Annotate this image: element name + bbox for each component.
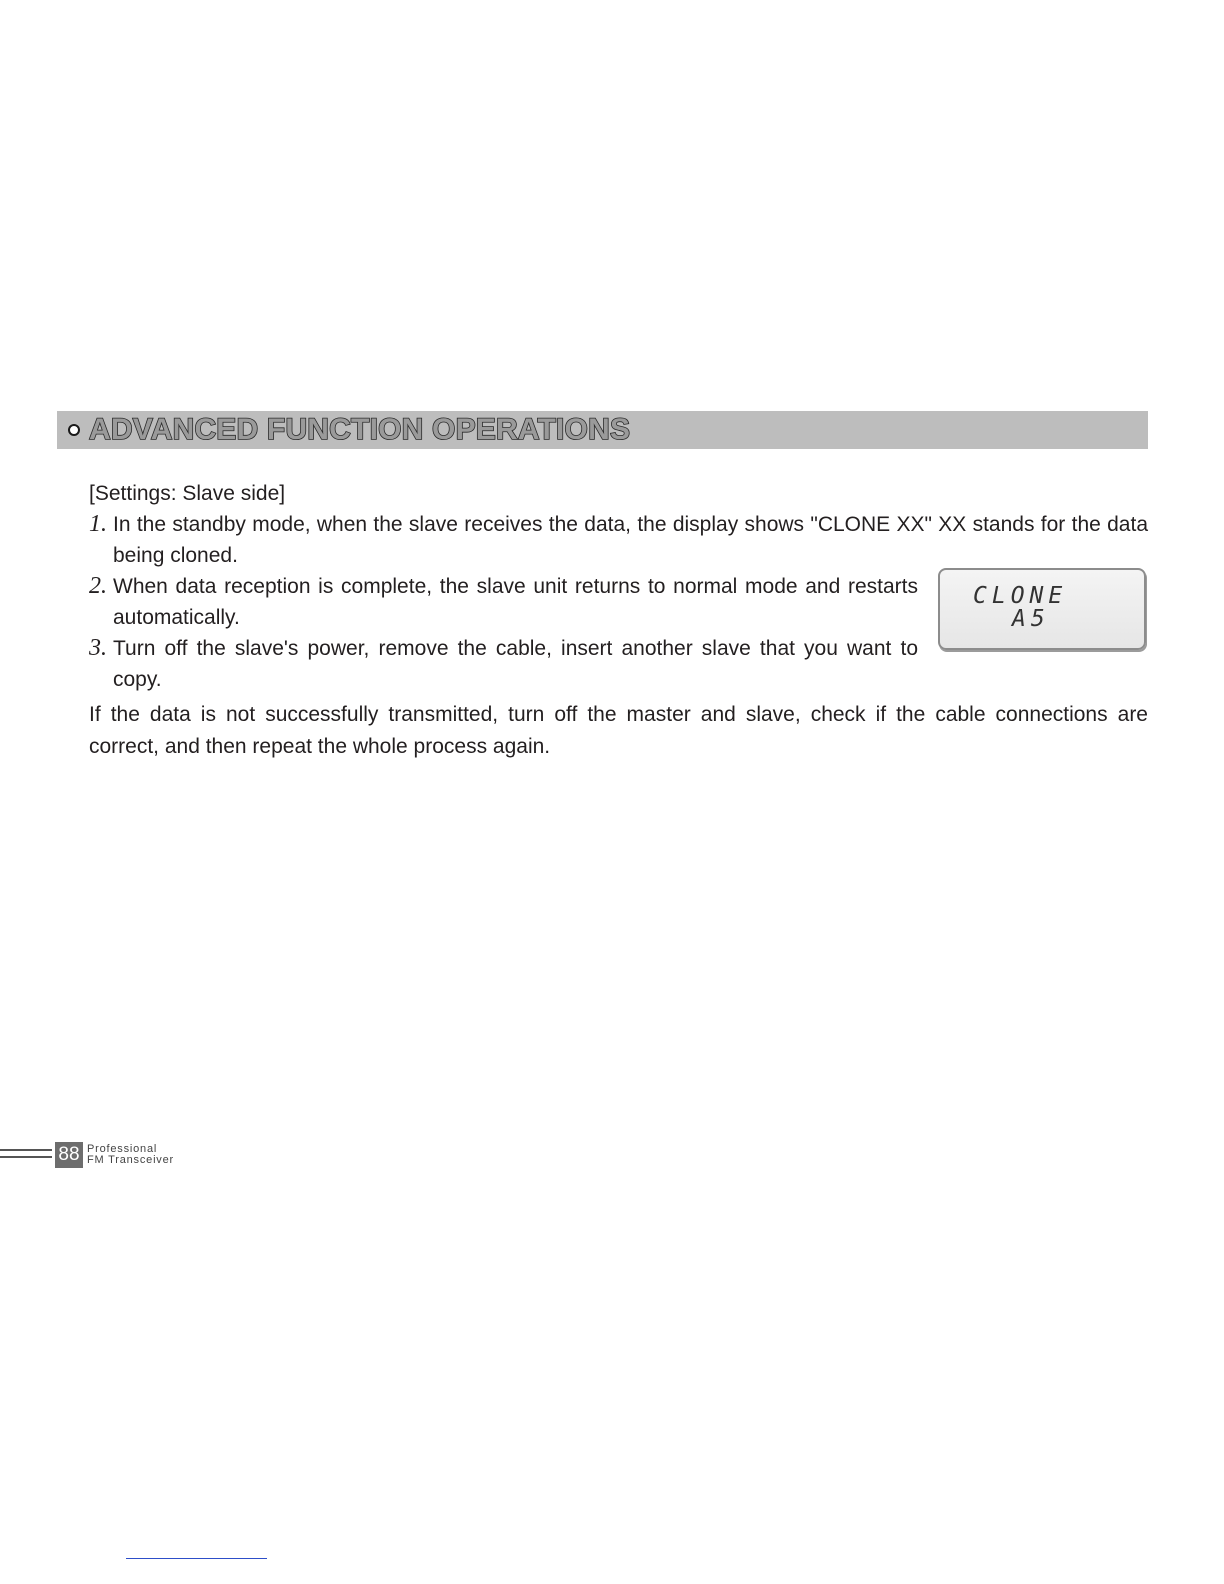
step-number: 2. xyxy=(89,573,107,599)
footer-rule xyxy=(0,1149,52,1159)
note-paragraph: If the data is not successfully transmitted, turn off the master and slave, check if the cable connections are correct, and then repeat the whole process again. xyxy=(89,703,1148,758)
footer-brand xyxy=(87,1144,174,1166)
step-number: 1. xyxy=(89,511,107,537)
step-item xyxy=(89,571,918,633)
step-text: When data reception is complete, the slave unit returns to normal mode and restarts automatically. xyxy=(113,575,918,629)
bottom-divider xyxy=(126,1558,267,1559)
step-number: 3. xyxy=(89,635,107,661)
section-header-bar xyxy=(57,411,1148,449)
footer-brand-line2: FM Transceiver xyxy=(87,1154,174,1166)
footer-rule-line xyxy=(0,1149,52,1151)
step-text: In the standby mode, when the slave receives the data, the display shows "CLONE XX" XX stands for the data being cloned. xyxy=(113,513,1148,567)
circle-bullet-icon xyxy=(68,424,80,436)
step-item xyxy=(89,509,1148,571)
section-title: ADVANCED FUNCTION OPERATIONS xyxy=(89,413,631,446)
lcd-line-1: CLONE xyxy=(973,583,1068,609)
lcd-display-illustration xyxy=(938,568,1146,650)
step-item xyxy=(89,633,918,695)
settings-label: [Settings: Slave side] xyxy=(89,482,286,505)
step-text: Turn off the slave's power, remove the cable, insert another slave that you want to copy. xyxy=(113,637,918,691)
lcd-line-2: A5 xyxy=(1012,606,1050,632)
page-number: 88 xyxy=(55,1142,83,1168)
footer-rule-line xyxy=(0,1156,52,1158)
footer-brand-line1: Professional xyxy=(87,1143,158,1155)
